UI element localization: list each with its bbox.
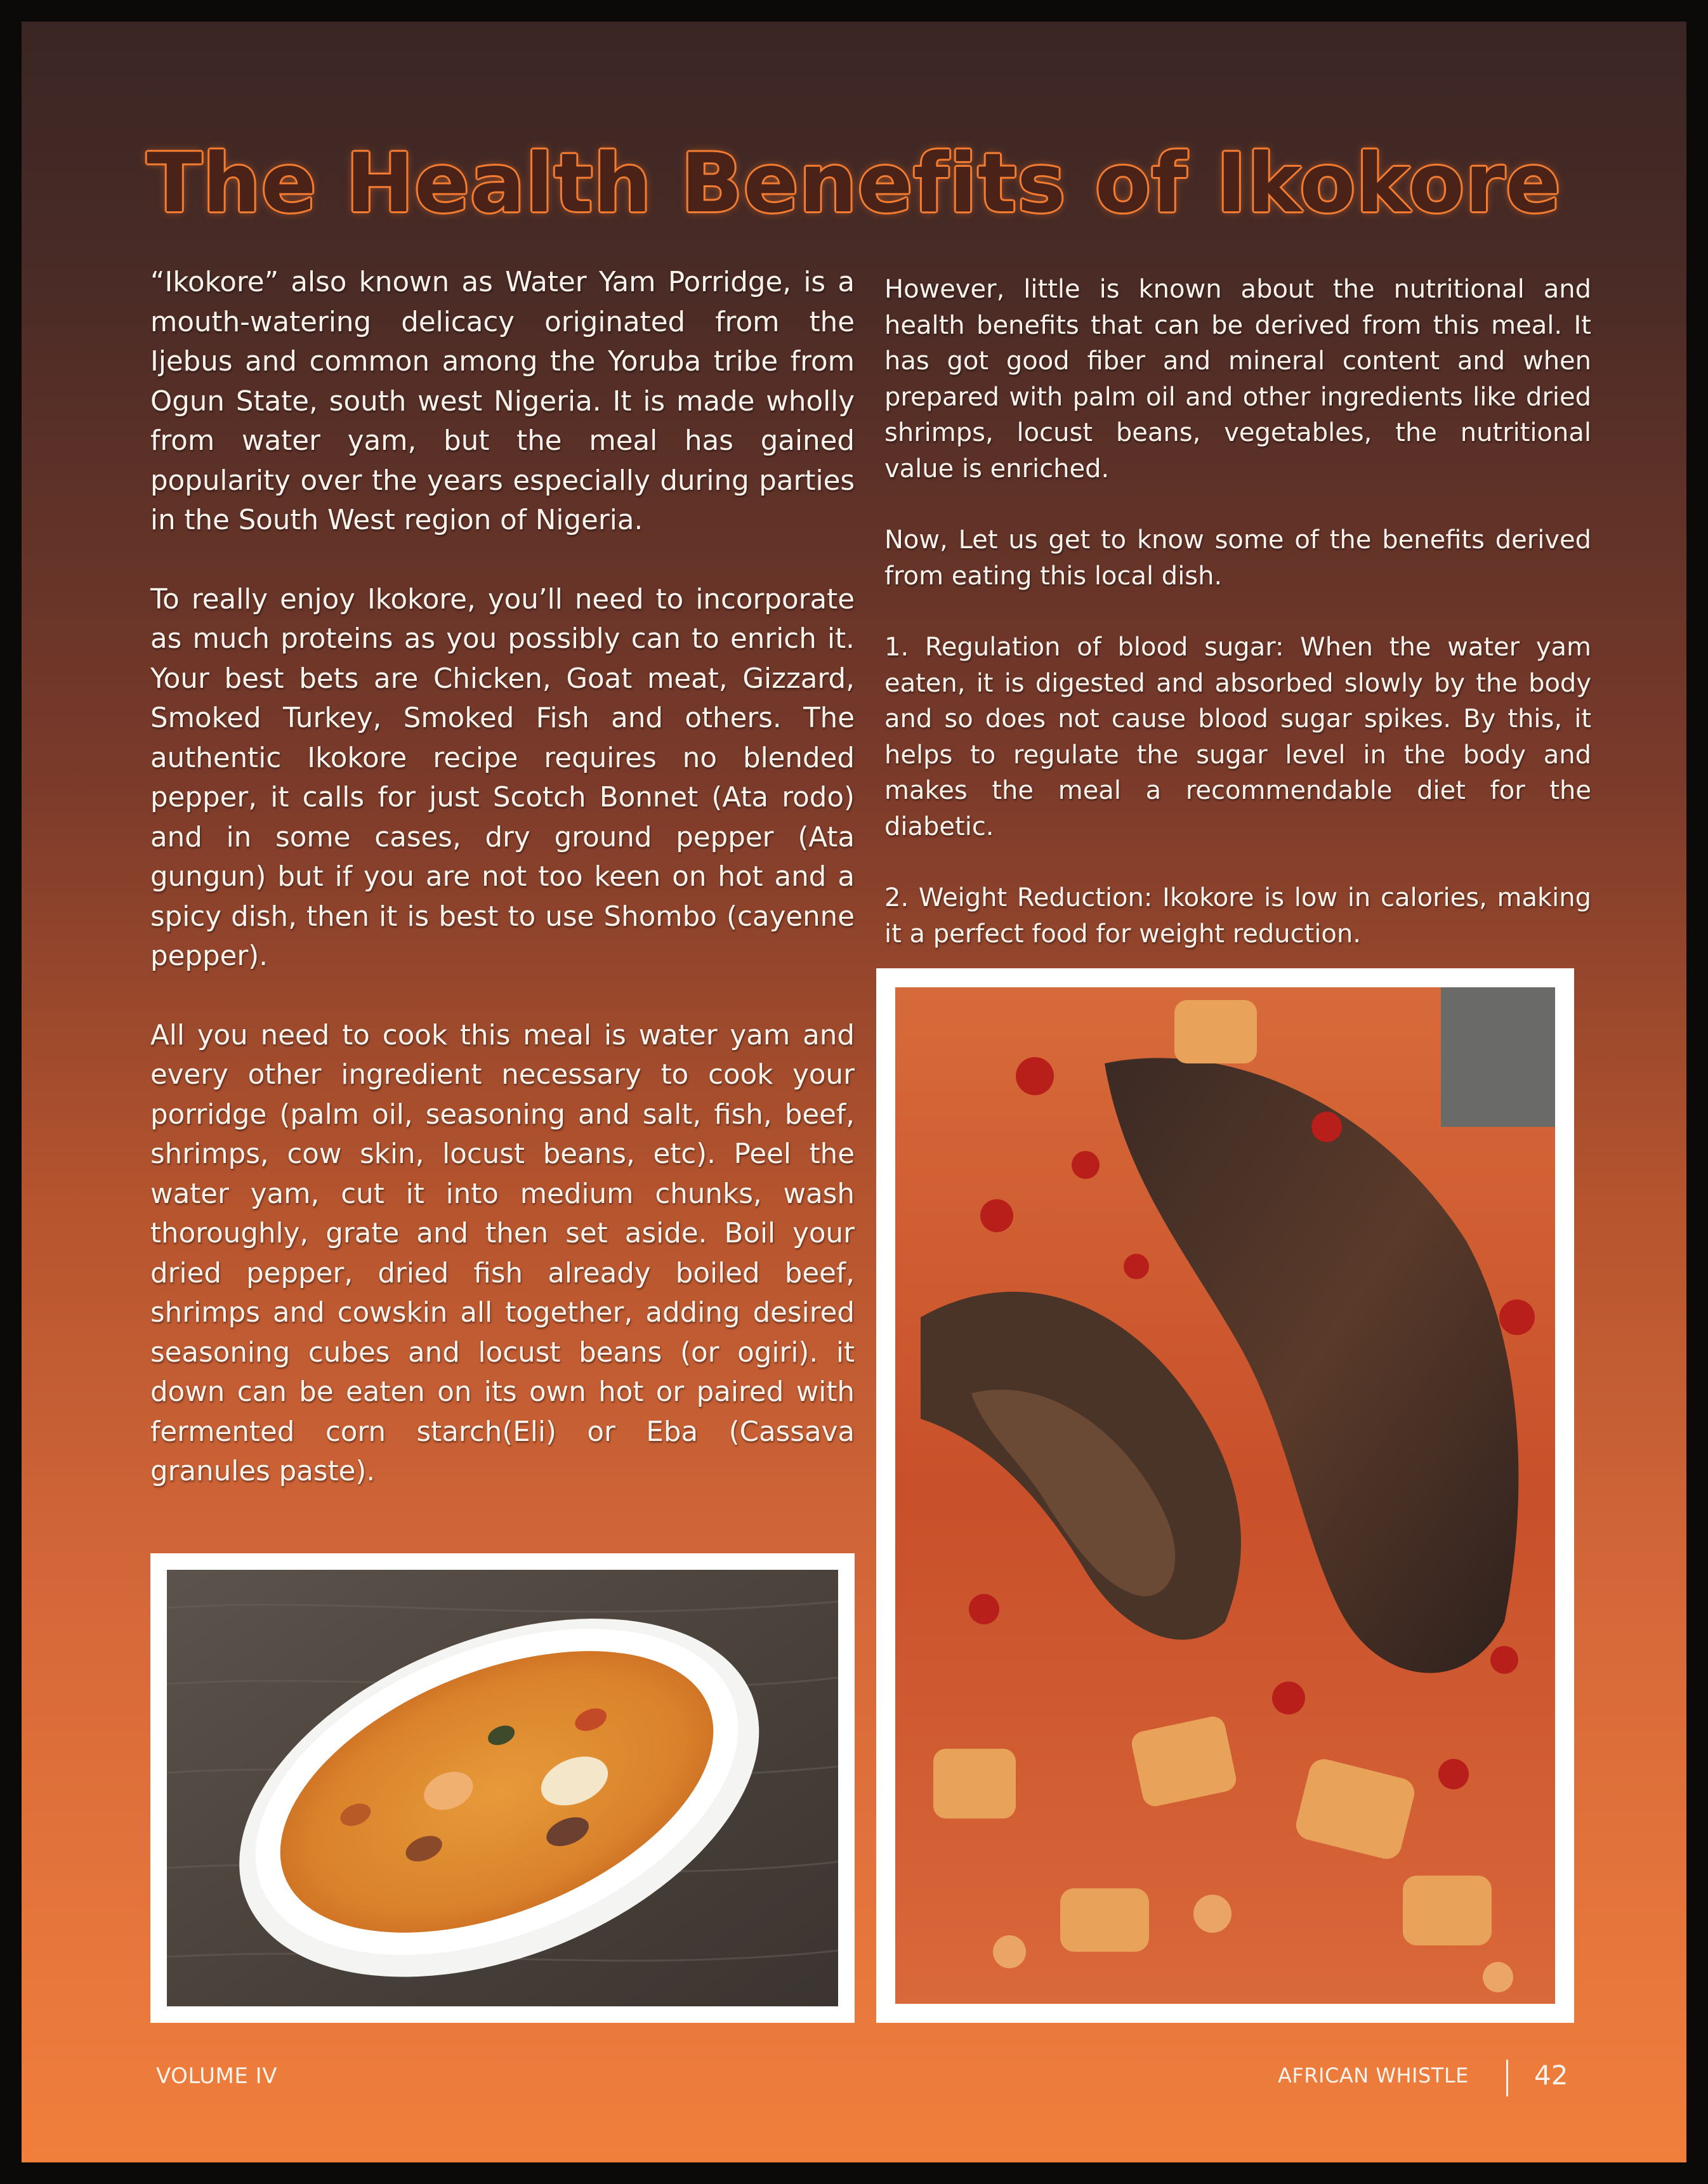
article-title: The Health Benefits of Ikokore — [147, 136, 1561, 231]
porridge-dish-photo — [150, 1553, 855, 2023]
magazine-name: AFRICAN WHISTLE — [1278, 2063, 1469, 2088]
right-text-column — [884, 272, 1591, 952]
porridge-dish-image — [167, 1570, 838, 2006]
nutrition-paragraph: However, little is known about the nutritional and health benefits that can be derived from this meal. It has got good fiber and mineral content and when prepared with palm oil and other ingredients like dried shrimps, locust beans, vegetables, the nutritional value is enriched. — [884, 275, 1591, 484]
benefit-weight-reduction-paragraph: 2. Weight Reduction: Ikokore is low in calories, making it a perfect food for weight reduction. — [884, 883, 1591, 949]
volume-label: VOLUME IV — [156, 2063, 277, 2089]
cooking-method-paragraph: All you need to cook this meal is water yam and every other ingredient necessary to cook your porridge (palm oil, seasoning and salt, fish, beef, shrimps, cow skin, locust beans, etc). Peel the water yam, cut it into medium chunks, wash thoroughly, grate and then set aside. Boil your dried pepper, dried fish already boiled beef, shrimps and cowskin all together, adding desired seasoning cubes and locust beans (or ogiri). it down can be eaten on its own hot or paired with fermented corn starch(Eli) or Eba (Cassava granules paste). — [150, 1019, 855, 1487]
footer-publication — [1278, 2060, 1595, 2098]
page-number: 42 — [1534, 2060, 1568, 2091]
intro-paragraph: “Ikokore” also known as Water Yam Porridge, is a mouth-watering delicacy originated from the Ijebus and common among the Yoruba tribe from Ogun State, south west Nigeria. It is made wholly from water yam, but the meal has gained popularity over the years especially during parties in the South West region of Nigeria. — [150, 266, 855, 536]
benefit-blood-sugar-paragraph: 1. Regulation of blood sugar: When the water yam eaten, it is digested and absorbed slowly by the body and so does not cause blood sugar spikes. By this, it helps to regulate the sugar level in the body and makes the meal a recommendable diet for the diabetic. — [884, 633, 1591, 841]
smoked-fish-ikokore-photo — [876, 968, 1574, 2023]
footer-divider — [1506, 2060, 1508, 2096]
magazine-page — [22, 22, 1686, 2162]
left-text-column — [150, 263, 855, 1492]
benefits-intro-paragraph: Now, Let us get to know some of the benefits derived from eating this local dish. — [884, 525, 1591, 591]
proteins-paragraph: To really enjoy Ikokore, you’ll need to incorporate as much proteins as you possibly can to enrich it. Your best bets are Chicken, Goat meat, Gizzard, Smoked Turkey, Smoked Fish and others. The authentic Ikokore recipe requires no blended pepper, it calls for just Scotch Bonnet (Ata rodo) and in some cases, dry ground pepper (Ata gungun) but if you are not too keen on hot and a spicy dish, then it is best to use Shombo (cayenne pepper). — [150, 583, 855, 972]
smoked-fish-ikokore-image — [895, 987, 1555, 2004]
